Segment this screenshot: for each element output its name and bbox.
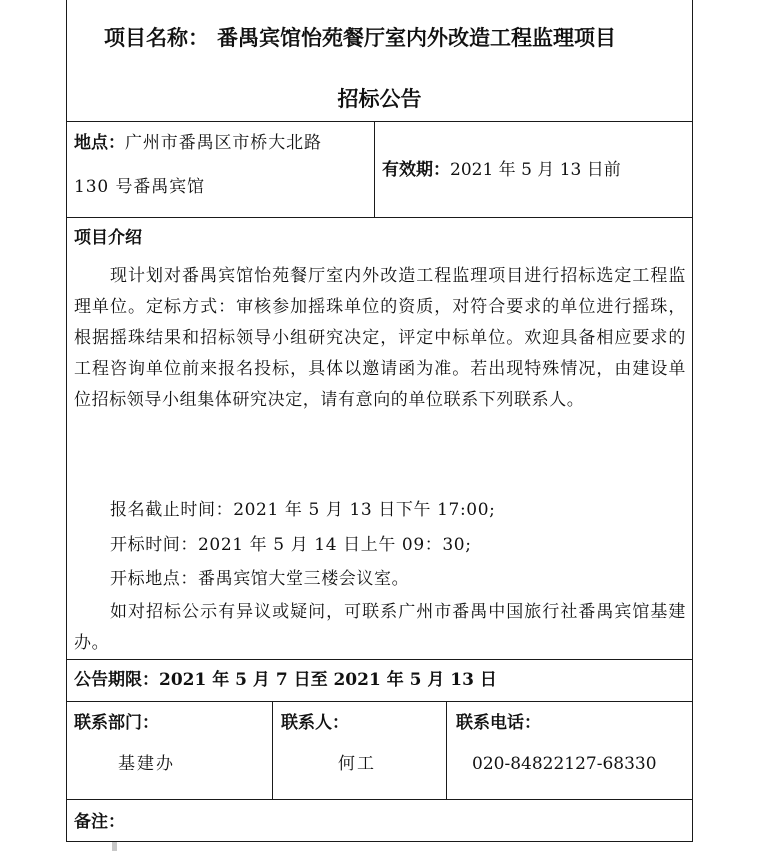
- rule-after-contact: [66, 799, 693, 800]
- divider-location-validity: [374, 121, 375, 217]
- location-value: 广州市番禺区市桥大北路: [125, 133, 322, 153]
- project-name: 番禺宾馆怡苑餐厅室内外改造工程监理项目: [217, 25, 616, 50]
- location-label: 地点：: [74, 133, 125, 153]
- intro-heading: 项目介绍: [74, 228, 142, 248]
- project-label: 项目名称：: [104, 25, 209, 50]
- right-border: [692, 0, 693, 842]
- period-value: 2021 年 5 月 7 日至 2021 年 5 月 13 日: [159, 670, 497, 690]
- page-edge-mark: [112, 842, 117, 851]
- rule-after-intro: [66, 659, 693, 660]
- notice-document: [66, 0, 693, 842]
- intro-paragraph: 现计划对番禺宾馆怡苑餐厅室内外改造工程监理项目进行招标选定工程监理单位。定标方式：审核参加摇珠单位的资质，对符合要求的单位进行摇珠，根据摇珠结果和招标领导小组研究决定，评定中标单位。欢迎具备相应要求的工程咨询单位前来报名投标，具体以邀请函为准。若出现特殊情况，由建设单位招标领导小组集体研究决定，请有意向的单位联系下列联系人。: [74, 266, 686, 410]
- validity-label: 有效期：: [382, 160, 450, 180]
- rule-after-location: [66, 217, 693, 218]
- divider-person-phone: [446, 701, 447, 799]
- deadline-line: 报名截止时间：2021 年 5 月 13 日下午 17:00;: [110, 500, 496, 520]
- period-label: 公告期限：: [74, 670, 159, 690]
- notice-subtitle: 招标公告: [337, 86, 422, 111]
- phone-label: 联系电话：: [456, 713, 541, 733]
- person-value: 何工: [338, 754, 376, 774]
- dept-value: 基建办: [118, 754, 175, 774]
- validity-line: [382, 160, 621, 180]
- left-border: [66, 0, 67, 842]
- opening-place-line: 开标地点：番禺宾馆大堂三楼会议室。: [110, 569, 410, 589]
- rule-after-title: [66, 121, 693, 122]
- rule-bottom: [66, 841, 693, 842]
- objection-paragraph: 如对招标公示有异议或疑问，可联系广州市番禺中国旅行社番禺宾馆基建办。: [74, 602, 686, 653]
- phone-value: 020-84822127-68330: [472, 754, 657, 774]
- validity-value: 2021 年 5 月 13 日前: [450, 160, 621, 180]
- person-label: 联系人：: [281, 713, 349, 733]
- location-line1: [74, 133, 322, 153]
- period-line: [74, 670, 497, 690]
- project-title: [104, 25, 616, 51]
- opening-time-line: 开标时间：2021 年 5 月 14 日上午 09：30;: [110, 535, 472, 555]
- remarks-label: 备注：: [74, 812, 125, 832]
- location-line2: 130 号番禺宾馆: [74, 177, 205, 197]
- rule-after-period: [66, 701, 693, 702]
- dept-label: 联系部门：: [74, 713, 159, 733]
- divider-dept-person: [272, 701, 273, 799]
